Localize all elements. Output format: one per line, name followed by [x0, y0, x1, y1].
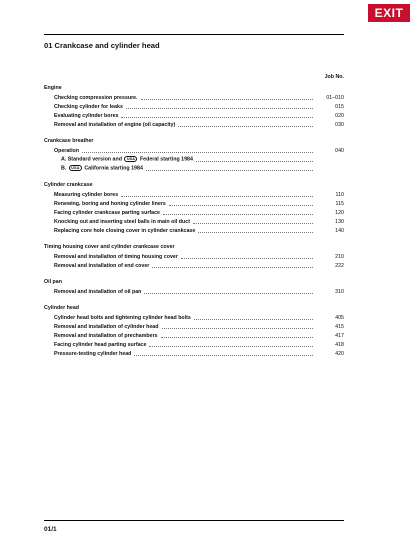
entry-label: Pressure-testing cylinder head — [54, 350, 132, 357]
leader-dots — [141, 94, 313, 100]
leader-dots — [149, 341, 313, 347]
toc-entry[interactable] — [44, 111, 344, 120]
section-title: Engine — [44, 85, 62, 91]
page-number: 01/1 — [44, 526, 57, 533]
leader-dots — [196, 156, 313, 162]
toc-entry[interactable] — [44, 331, 344, 340]
entry-label: Operation — [54, 147, 80, 154]
leader-dots — [162, 323, 314, 329]
toc-entry[interactable] — [44, 261, 344, 270]
job-number: 115 — [335, 200, 344, 207]
job-number: 222 — [335, 262, 344, 269]
job-number: 310 — [335, 288, 344, 295]
toc-entry[interactable] — [44, 313, 344, 322]
bottom-rule — [44, 520, 344, 521]
leader-dots — [134, 350, 313, 356]
job-number: 140 — [335, 227, 344, 234]
toc-entry[interactable] — [44, 252, 344, 261]
entry-label-prefix: A. Standard version and — [61, 156, 122, 163]
entry-label: Removal and installation of end cover — [54, 262, 150, 269]
usa-badge: USA — [124, 156, 137, 162]
job-number: 417 — [335, 332, 344, 339]
toc-entry[interactable] — [44, 322, 344, 331]
section-title: Cylinder crankcase — [44, 182, 93, 188]
entry-label: Checking cylinder for leaks — [54, 103, 123, 110]
leader-dots — [121, 112, 313, 118]
toc-entry[interactable] — [44, 340, 344, 349]
leader-dots — [161, 332, 313, 338]
job-no-header: Job No. — [324, 74, 344, 80]
section-title: Oil pan — [44, 279, 62, 285]
job-number: 130 — [335, 218, 344, 225]
section-title: Cylinder head — [44, 305, 80, 311]
toc-section — [44, 278, 344, 296]
toc-entry[interactable] — [44, 349, 344, 358]
toc-entry[interactable] — [44, 208, 344, 217]
job-number: 405 — [335, 314, 344, 321]
entry-label: Removal and installation of cylinder head — [54, 323, 159, 330]
entry-label: Facing cylinder crankcase parting surface — [54, 209, 160, 216]
toc-section — [44, 181, 344, 235]
job-number: 01–010 — [326, 94, 344, 101]
leader-dots — [82, 147, 313, 153]
entry-label: Evaluating cylinder bores — [54, 112, 119, 119]
toc-entry[interactable] — [44, 120, 344, 129]
toc-entry[interactable] — [44, 102, 344, 111]
entry-label-suffix: California starting 1984 — [84, 165, 143, 172]
job-number: 020 — [335, 112, 344, 119]
section-title: Timing housing cover and cylinder crankcase cover — [44, 244, 175, 250]
toc-entry[interactable] — [44, 226, 344, 235]
job-number: 210 — [335, 253, 344, 260]
toc-entry[interactable] — [44, 190, 344, 199]
job-number: 040 — [335, 147, 344, 154]
table-of-contents — [44, 84, 344, 366]
toc-section — [44, 137, 344, 173]
leader-dots — [181, 253, 313, 259]
leader-dots — [152, 262, 313, 268]
leader-dots — [163, 209, 313, 215]
entry-label: Removal and installation of engine (oil capacity) — [54, 121, 176, 128]
entry-label: Cylinder head bolts and tightening cylinder head bolts — [54, 314, 191, 321]
leader-dots — [198, 227, 313, 233]
entry-label — [61, 165, 143, 171]
job-number: 420 — [335, 350, 344, 357]
toc-section — [44, 243, 344, 270]
entry-label: Facing cylinder head parting surface — [54, 341, 147, 348]
toc-entry[interactable] — [44, 287, 344, 296]
entry-label: Replacing core hole closing cover in cylinder crankcase — [54, 227, 196, 234]
job-number: 030 — [335, 121, 344, 128]
entry-label — [61, 156, 193, 162]
usa-badge: USA — [69, 165, 82, 171]
leader-dots — [146, 165, 313, 171]
top-rule — [44, 34, 344, 35]
toc-section — [44, 84, 344, 129]
exit-button[interactable]: EXIT — [368, 4, 410, 22]
leader-dots — [121, 191, 313, 197]
toc-entry[interactable] — [44, 155, 344, 164]
entry-label: Checking compression pressure. — [54, 94, 138, 101]
toc-section — [44, 304, 344, 358]
leader-dots — [144, 288, 313, 294]
leader-dots — [126, 103, 313, 109]
job-number: 418 — [335, 341, 344, 348]
job-number: 120 — [335, 209, 344, 216]
job-number: 110 — [335, 191, 344, 198]
toc-entry[interactable] — [44, 217, 344, 226]
toc-entry[interactable] — [44, 146, 344, 155]
entry-label: Knocking out and inserting steel balls in main oil duct — [54, 218, 190, 225]
toc-entry[interactable] — [44, 164, 344, 173]
entry-label: Measuring cylinder bores — [54, 191, 119, 198]
entry-label: Renewing, boring and honing cylinder liners — [54, 200, 166, 207]
leader-dots — [193, 218, 313, 224]
toc-entry[interactable] — [44, 93, 344, 102]
entry-label: Removal and installation of oil pan — [54, 288, 142, 295]
entry-label-prefix: B. — [61, 165, 67, 172]
job-number: 015 — [335, 103, 344, 110]
leader-dots — [194, 314, 313, 320]
toc-entry[interactable] — [44, 199, 344, 208]
leader-dots — [169, 200, 313, 206]
entry-label: Removal and installation of timing housing cover — [54, 253, 178, 260]
job-number: 415 — [335, 323, 344, 330]
entry-label-suffix: Federal starting 1984 — [139, 156, 193, 163]
entry-label: Removal and installation of prechambers — [54, 332, 158, 339]
section-title: Crankcase breather — [44, 138, 94, 144]
page-title: 01 Crankcase and cylinder head — [44, 41, 160, 50]
leader-dots — [178, 121, 313, 127]
